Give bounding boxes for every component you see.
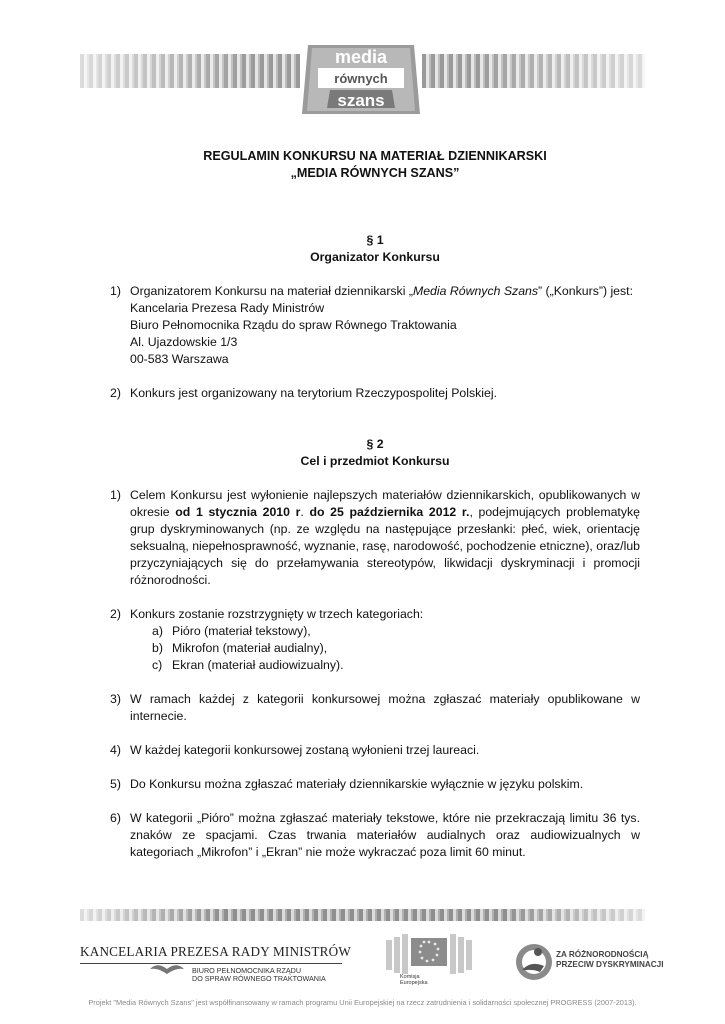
section-1-header [110, 232, 640, 266]
item-number: 6) [110, 811, 121, 825]
address-line-3: Al. Ujazdowskie 1/3 [130, 335, 238, 349]
category-item [152, 623, 640, 640]
address-line-4: 00-583 Warszawa [130, 352, 229, 366]
logo-text-szans: szans [337, 91, 385, 110]
item-text: W kategorii „Pióro” można zgłaszać materiały tekstowe, które nie przekraczają limitu 36 tys. znaków ze spacjami. Czas trwania materiałów audialnych oraz audiowizualnych w kategoriach „Mikrofon” i „Ekran” nie może wykraczać poza limit 60 minut. [130, 811, 640, 859]
address-line-1: Kancelaria Prezesa Rady Ministrów [130, 301, 325, 315]
document-title [110, 148, 640, 182]
item-number: 2) [110, 607, 121, 621]
item-text: Organizatorem Konkursu na materiał dziennikarski „ [130, 284, 413, 298]
category-item [152, 640, 640, 657]
item-text: Konkurs jest organizowany na terytorium Rzeczypospolitej Polskiej. [130, 386, 498, 400]
section-2-heading: Cel i przedmiot Konkursu [300, 454, 450, 468]
category-text: Mikrofon (materiał audialny), [172, 641, 328, 655]
section-1-item-2 [110, 385, 640, 402]
eagle-emblem-icon [148, 962, 186, 976]
kprm-title: KANCELARIA PREZESA RADY MINISTRÓW [80, 944, 351, 959]
section-2-item-6 [110, 810, 640, 861]
document-body [110, 148, 640, 861]
section-2-item-2 [110, 606, 640, 674]
diversity-campaign-logo-icon [514, 942, 554, 982]
address-line-2: Biuro Pełnomocnika Rządu do spraw Równego Traktowania [130, 318, 457, 332]
item-text: Konkurs zostanie rozstrzygnięty w trzech kategoriach: [130, 607, 424, 621]
section-2-item-1 [110, 487, 640, 589]
item-number: 1) [110, 284, 121, 298]
title-line-2: „MEDIA RÓWNYCH SZANS” [290, 166, 460, 180]
category-letter: b) [152, 641, 163, 655]
kprm-divider [80, 963, 342, 964]
kprm-subtitle-line-2: DO SPRAW RÓWNEGO TRAKTOWANIA [192, 974, 326, 983]
logo-text-rownych: równych [334, 71, 388, 86]
item-number: 1) [110, 488, 121, 502]
eu-caption-line-1: Komisja [400, 974, 420, 980]
logo-graphic [300, 42, 422, 117]
item-text-bold: od 1 stycznia 2010 r [175, 505, 301, 519]
logo-text-media: media [334, 47, 388, 67]
category-letter: a) [152, 624, 163, 638]
section-2-header [110, 436, 640, 470]
item-number: 2) [110, 386, 121, 400]
section-2-item-3 [110, 691, 640, 725]
category-text: Pióro (materiał tekstowy), [172, 624, 311, 638]
section-1-number: § 1 [366, 233, 384, 247]
item-text: ” („Konkurs”) jest: [538, 284, 634, 298]
section-2-number: § 2 [366, 437, 384, 451]
category-list [130, 623, 640, 674]
diversity-line-2: PRZECIW DYSKRYMINACJI [556, 960, 664, 969]
category-letter: c) [152, 658, 163, 672]
item-text: . [300, 505, 310, 519]
cofinancing-footnote: Projekt "Media Równych Szans" jest współfinansowany w ramach programu Unii Europejskiej na rzecz zatrudnienia i solidarności społecznej PROGRESS (2007-2013). [88, 998, 637, 1007]
section-2-item-4 [110, 742, 640, 759]
item-number: 4) [110, 743, 121, 757]
eu-caption [400, 974, 460, 986]
item-text: , podejmujących problematykę grup dyskryminowanych (np. ze względu na następujące przesłanki: płeć, wiek, orientację seksualną, niepełnosprawność, wyznanie, rasę, narodowość, pochodzenie etniczne), oraz/lub przyczyniających się do przełamywania stereotypów, likwidacji dyskryminacji i promocji różnorodności. [130, 505, 640, 587]
diversity-line-1: ZA RÓŻNORODNOŚCIĄ [556, 950, 649, 959]
section-1-heading: Organizator Konkursu [310, 250, 440, 264]
kprm-subtitle-line-1: BIURO PEŁNOMOCNIKA RZĄDU [192, 966, 302, 975]
eu-caption-line-2: Europejska [400, 980, 428, 986]
kprm-subtitle [192, 967, 340, 983]
media-rownych-szans-logo [300, 42, 422, 117]
item-text: W ramach każdej z kategorii konkursowej można zgłaszać materiały opublikowane w internecie. [130, 692, 640, 723]
item-text: Celem Konkursu jest wyłonienie najlepszych materiałów dziennikarskich, opublikowanych w okresie [130, 488, 640, 519]
kprm-logo [80, 944, 351, 983]
item-text-italic: Media Równych Szans [412, 284, 539, 298]
section-2-item-5 [110, 776, 640, 793]
diversity-campaign-text [556, 950, 664, 970]
footer-stripe-bar [80, 909, 645, 921]
item-text-bold: do 25 października 2012 r. [309, 505, 470, 519]
section-1-item-1 [110, 283, 640, 368]
item-text: Do Konkursu można zgłaszać materiały dziennikarskie wyłącznie w języku polskim. [130, 777, 584, 791]
item-text: W każdej kategorii konkursowej zostaną wyłonieni trzej laureaci. [130, 743, 480, 757]
item-number: 3) [110, 692, 121, 706]
item-number: 5) [110, 777, 121, 791]
category-item [152, 657, 640, 674]
category-text: Ekran (materiał audiowizualny). [172, 658, 344, 672]
title-line-1: REGULAMIN KONKURSU NA MATERIAŁ DZIENNIKARSKI [203, 149, 547, 163]
